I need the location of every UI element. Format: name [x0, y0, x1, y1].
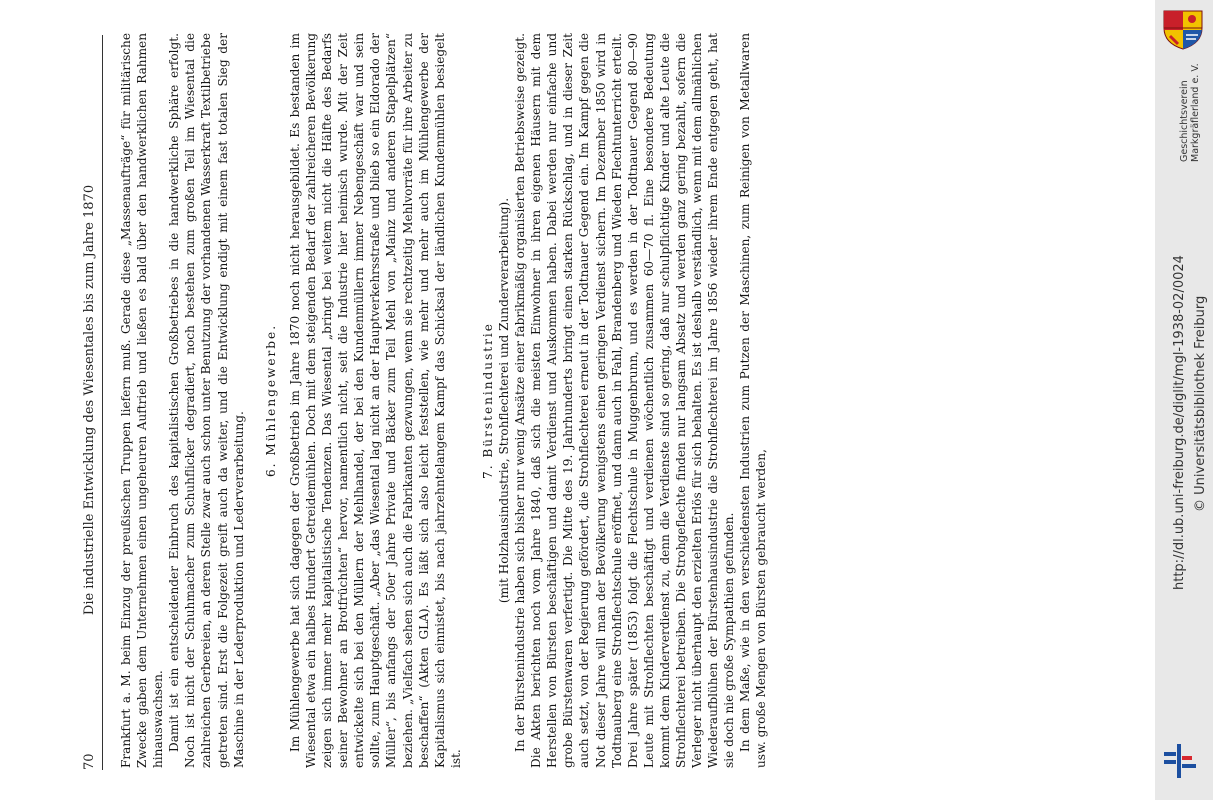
running-header	[82, 30, 102, 770]
source-url-link[interactable]: http://dl.ub.uni-freiburg.de/diglit/mgl-1938-02/0024	[1172, 255, 1187, 590]
copyright-notice: © Universitätsbibliothek Freiburg	[1193, 295, 1208, 512]
paragraph: In der Bürstenindustrie haben sich bisher nur wenig Ansätze einer fabrikmäßig organisierten Betriebsweise gezeigt. Die Akten berichten noch vom Jahre 1840, daß sich die meisten Einwohner in ihren eigenen Häusern mit dem Herstellen von Bürsten beschäftigen und damit Verdienst und Auskommen haben. Dabei werden nur einfache und grobe Bürstenwaren verfertigt. Die Mitte des 19. Jahrhunderts bringt einen starken Rückschlag, und in dieser Zeit auch setzt, von der Regierung gefördert, die Strohflechterei erneut in der Todtnauer Gegend ein. Im Kampf gegen die Not dieser Jahre will man der Bevölkerung wenigstens einen geringen Verdienst sichern. Im Dezember 1850 wird in Todtnauberg eine Strohflechtschule eröffnet, und dann auch in Fahl, Brandenberg und Wieden Flechtunterricht erteilt. Drei Jahre später (1853) folgt die Flechtschule in Muggenbrunn, und es werden in der Todtnauer Gegend 80—90 Leute mit Strohflechten beschäftigt und verdienen wöchentlich zusammen 60—70 fl. Eine besondere Bedeutung kommt dem Kinderverdienst zu, denn die Verdienste sind so gering, daß nur schulpflichtige Kinder und alte Leute die Strohflechterei betreiben. Die Strohgeflechte finden nur langsam Absatz und werden ganz gering bezahlt, sofern die Verleger nicht überhaupt den erzielten Erlös für sich behalten. Es ist deshalb verständlich, wenn mit dem allmählichen Wiederaufblühen der Bürstenhausindustrie die Strohflechterei im Jahre 1856 wieder ihrem Ende entgegen geht, hat sie doch nie große Sympathien gefunden.	[513, 33, 737, 768]
society-name-line2: Markgräflerland e. V.	[1190, 63, 1201, 162]
section-subheading-7: (mit Holzhausindustrie, Strohflechterei und Zunderverarbeitung).	[496, 197, 511, 604]
coat-of-arms-icon	[1160, 8, 1206, 50]
section-heading-6: 6. Mühlengewerbe.	[263, 323, 278, 478]
paragraph: Damit ist ein entscheidender Einbruch des kapitalistischen Großbetriebes in die handwerkliche Sphäre erfolgt. Noch ist nicht der Schuhmacher zum Schuhflicker degradiert, noch bestehen zum großen Teil im Wiesental die zahlreichen Gerbereien, an deren Stelle zwar auch schon unter Benutzung der vorhandenen Wasserkraft Textilbetriebe getreten sind. Erst die Folgezeit greift auch da weiter, und die Entwicklung endigt mit einem fast totalen Sieg der Maschine in der Lederproduktion und Lederverarbeitung.	[167, 33, 246, 768]
running-title: Die industrielle Entwicklung des Wiesentales bis zum Jahre 1870	[82, 184, 97, 616]
ub-freiburg-logo	[1164, 744, 1198, 778]
header-rule	[102, 35, 103, 770]
section-heading-7: 7. Bürstenindustrie	[480, 322, 495, 479]
page-number: 70	[82, 753, 97, 770]
society-name-line1: Geschichtsverein	[1179, 80, 1190, 162]
page-body	[118, 33, 770, 768]
paragraph: In dem Maße, wie in den verschiedensten Industrien zum Putzen der Maschinen, zum Reinigen von Metallwaren usw. große Mengen von Bürsten gebraucht werden,	[738, 33, 769, 768]
paragraph: Frankfurt a. M. beim Einzug der preußischen Truppen liefern muß. Gerade diese „Massenaufträge“ für militärische Zwecke gaben dem Unternehmen einen ungeheuren Auftrieb und ließen es bald über den handwerklichen Rahmen hinauswachsen.	[119, 33, 166, 768]
paragraph: Im Mühlengewerbe hat sich dagegen der Großbetrieb im Jahre 1870 noch nicht herausgebildet. Es bestanden im Wiesental etwa ein halbes Hundert Getreidemühlen. Doch mit dem steigenden Bedarf der zahlreicheren Bevölkerung zeigen sich immer mehr kapitalistische Tendenzen. Das Wiesental „bringt bei weitem nicht die Hälfte des Bedarfs seiner Bewohner an Brotfrüchten“ hervor, namentlich nicht, seit die Industrie hier heimisch wurde. Mit der Zeit entwickelte sich bei den Müllern der Mehlhandel, der bei den Kundenmüllern immer Nebengeschäft war und sein sollte, zum Hauptgeschäft. „Aber „das Wiesental lag nicht an der Hauptverkehrsstraße und blieb so ein Eldorado der Müller“, bis anfangs der 50er Jahre Private und Bäcker zum Teil Mehl von „Mainz und anderen Stapelplätzen“ beziehen. „Vielfach sehen sich auch die Fabrikanten gezwungen, wenn sie rechtzeitig Mehlvorräte für ihre Arbeiter zu beschaffen“ (Akten GLA). Es läßt sich also leicht feststellen, wie mehr und mehr auch im Mühlengewerbe der Kapitalismus sich einnistet, bis nach jahrzehntelangem Kampf das Schicksal der ländlichen Kundenmühlen besiegelt ist.	[287, 33, 463, 768]
